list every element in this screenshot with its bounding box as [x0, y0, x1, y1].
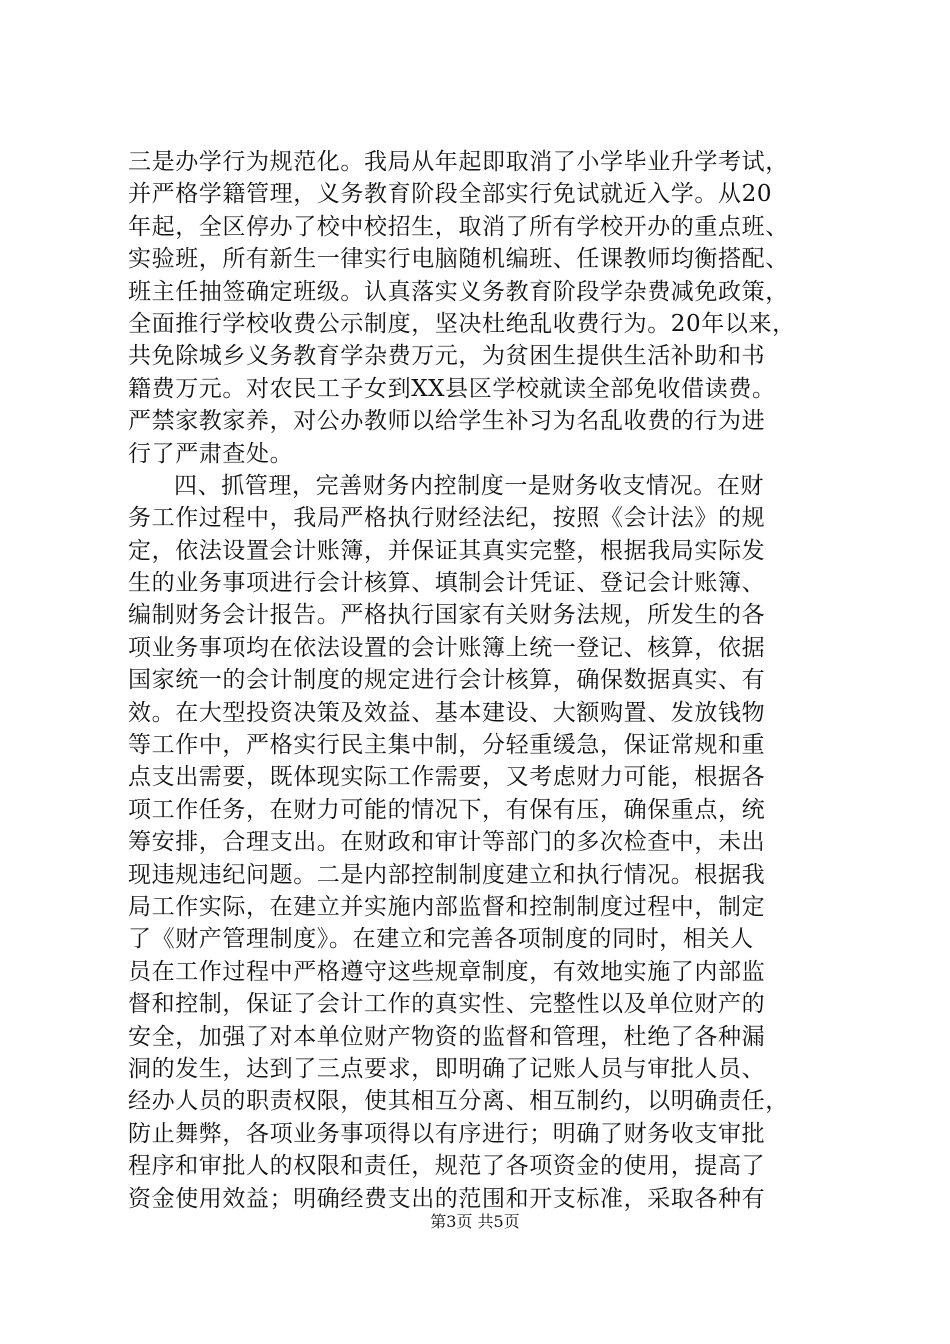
text-line: 经办人员的职责权限，使其相互分离、相互制约，以明确责任， — [128, 1088, 789, 1115]
text-line: 安全，加强了对本单位财产物资的监督和管理，杜绝了各种漏 — [128, 1023, 766, 1050]
text-line: 行了严肃查处。 — [128, 440, 294, 467]
text-line: 洞的发生，达到了三点要求，即明确了记账人员与审批人员、 — [128, 1055, 766, 1082]
text-line-paragraph-start: 四、抓管理，完善财务内控制度一是财务收支情况。在财 — [174, 472, 764, 499]
text-line: 全面推行学校收费公示制度，坚决杜绝乱收费行为。20年以来， — [128, 310, 796, 337]
text-line: 了《财产管理制度》。在建立和完善各项制度的同时，相关人 — [128, 926, 754, 953]
text-line: 并严格学籍管理，义务教育阶段全部实行免试就近入学。从20 — [128, 181, 773, 208]
page-number-footer: 第3页 共5页 — [430, 1212, 520, 1231]
text-line: 实验班，所有新生一律实行电脑随机编班、任课教师均衡搭配、 — [128, 246, 789, 273]
text-line: 项工作任务，在财力可能的情况下，有保有压，确保重点，统 — [128, 796, 766, 823]
text-line: 点支出需要，既体现实际工作需要，又考虑财力可能，根据各 — [128, 764, 766, 791]
text-line: 效。在大型投资决策及效益、基本建设、大额购置、发放钱物 — [128, 699, 766, 726]
text-line: 局工作实际，在建立并实施内部监督和控制制度过程中，制定 — [128, 893, 766, 920]
text-line: 国家统一的会计制度的规定进行会计核算，确保数据真实、有 — [128, 667, 766, 694]
text-line: 籍费万元。对农民工子女到XX县区学校就读全部免收借读费。 — [128, 375, 776, 402]
text-line: 筹安排，合理支出。在财政和审计等部门的多次检查中，未出 — [128, 829, 766, 856]
text-line: 防止舞弊，各项业务事项得以有序进行；明确了财务收支审批 — [128, 1120, 766, 1147]
text-line: 定，依法设置会计账簿，并保证其真实完整，根据我局实际发 — [128, 537, 766, 564]
text-line: 资金使用效益；明确经费支出的范围和开支标准，采取各种有 — [128, 1185, 766, 1212]
text-line: 生的业务事项进行会计核算、填制会计凭证、登记会计账簿、 — [128, 570, 766, 597]
text-line: 务工作过程中，我局严格执行财经法纪，按照《会计法》的规 — [128, 505, 766, 532]
text-line: 班主任抽签确定班级。认真落实义务教育阶段学杂费减免政策， — [128, 278, 789, 305]
text-line: 程序和审批人的权限和责任，规范了各项资金的使用，提高了 — [128, 1153, 766, 1180]
text-line: 年起，全区停办了校中校招生，取消了所有学校开办的重点班、 — [128, 213, 789, 240]
text-line: 三是办学行为规范化。我局从年起即取消了小学毕业升学考试， — [128, 149, 789, 175]
body-text — [128, 146, 828, 1215]
text-line: 项业务事项均在依法设置的会计账簿上统一登记、核算，依据 — [128, 634, 766, 661]
text-line: 编制财务会计报告。严格执行国家有关财务法规，所发生的各 — [128, 602, 766, 629]
text-line: 共免除城乡义务教育学杂费万元，为贫困生提供生活补助和书 — [128, 343, 766, 370]
text-line: 严禁家教家养，对公办教师以给学生补习为名乱收费的行为进 — [128, 408, 766, 435]
text-line: 督和控制，保证了会计工作的真实性、完整性以及单位财产的 — [128, 991, 766, 1018]
text-line: 员在工作过程中严格遵守这些规章制度，有效地实施了内部监 — [128, 958, 766, 985]
text-line: 现违规违纪问题。二是内部控制制度建立和执行情况。根据我 — [128, 861, 766, 888]
text-line: 等工作中，严格实行民主集中制，分轻重缓急，保证常规和重 — [128, 732, 766, 759]
